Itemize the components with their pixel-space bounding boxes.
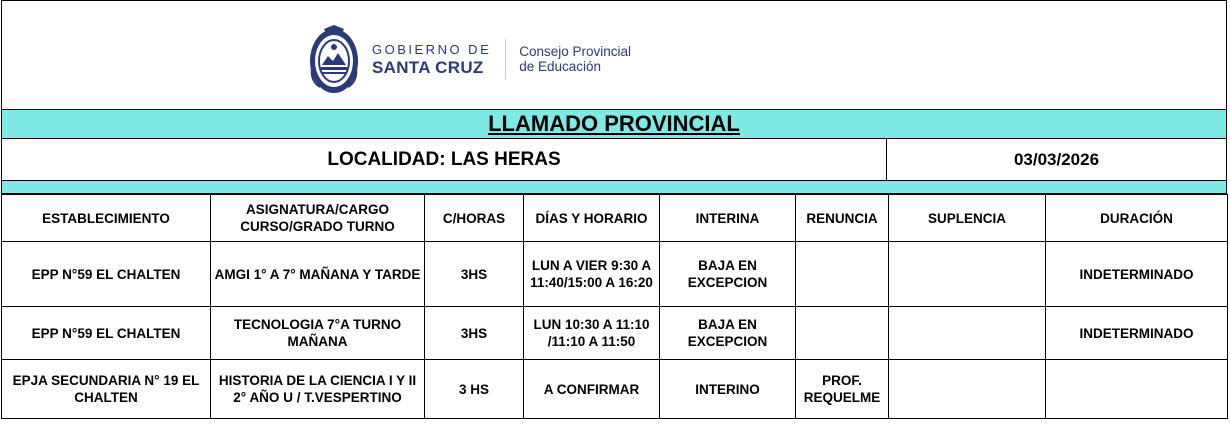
cell-renuncia: PROF. REQUELME — [796, 360, 889, 419]
table-row — [2, 360, 1228, 419]
government-wordmark — [372, 43, 491, 76]
title-band — [1, 109, 1227, 139]
locality-row — [1, 139, 1227, 181]
cell-duracion: INDETERMINADO — [1046, 242, 1228, 307]
cell-suplencia — [889, 242, 1046, 307]
government-logo — [308, 23, 631, 95]
santa-cruz-crest-icon — [308, 23, 360, 95]
table-header-row — [2, 195, 1228, 242]
cell-duracion: INDETERMINADO — [1046, 307, 1228, 360]
cell-horario: A CONFIRMAR — [524, 360, 660, 419]
brand-line-1: GOBIERNO DE — [372, 41, 492, 57]
document-header — [1, 0, 1227, 109]
cell-renuncia — [796, 242, 889, 307]
cell-duracion — [1046, 360, 1228, 419]
table-row — [2, 307, 1228, 360]
cell-horario: LUN 10:30 A 11:10 /11:10 A 11:50 — [524, 307, 660, 360]
column-header: DURACIÓN — [1046, 195, 1228, 242]
council-line-2: de Educación — [519, 59, 602, 74]
vacancy-table — [1, 194, 1228, 419]
cell-asignatura: HISTORIA DE LA CIENCIA I Y II 2° AÑO U / T.VESPERTINO — [211, 360, 425, 419]
column-header: INTERINA — [660, 195, 796, 242]
brand-line-2: SANTA CRUZ — [372, 57, 484, 77]
cell-interina: INTERINO — [660, 360, 796, 419]
cell-horas: 3HS — [425, 307, 524, 360]
cell-asignatura: TECNOLOGIA 7°A TURNO MAÑANA — [211, 307, 425, 360]
column-header: DÍAS Y HORARIO — [524, 195, 660, 242]
cell-establecimiento: EPP N°59 EL CHALTEN — [2, 307, 211, 360]
column-header: ESTABLECIMIENTO — [2, 195, 211, 242]
cell-establecimiento: EPP N°59 EL CHALTEN — [2, 242, 211, 307]
cell-horas: 3 HS — [425, 360, 524, 419]
table-row — [2, 242, 1228, 307]
column-header: RENUNCIA — [796, 195, 889, 242]
document-date: 03/03/2026 — [1013, 150, 1100, 169]
cell-horario: LUN A VIER 9:30 A 11:40/15:00 A 16:20 — [524, 242, 660, 307]
cell-suplencia — [889, 360, 1046, 419]
column-header: ASIGNATURA/CARGO CURSO/GRADO TURNO — [211, 195, 425, 242]
cell-interina: BAJA EN EXCEPCION — [660, 307, 796, 360]
cell-suplencia — [889, 307, 1046, 360]
council-name — [519, 44, 631, 74]
logo-divider — [505, 39, 506, 79]
separator-band — [1, 181, 1227, 194]
council-line-1: Consejo Provincial — [519, 44, 632, 59]
page-title: LLAMADO PROVINCIAL — [488, 111, 740, 136]
cell-horas: 3HS — [425, 242, 524, 307]
locality-label: LOCALIDAD: LAS HERAS — [2, 139, 887, 180]
cell-interina: BAJA EN EXCEPCION — [660, 242, 796, 307]
cell-asignatura: AMGI 1° A 7° MAÑANA Y TARDE — [211, 242, 425, 307]
cell-renuncia — [796, 307, 889, 360]
column-header: C/HORAS — [425, 195, 524, 242]
cell-establecimiento: EPJA SECUNDARIA N° 19 EL CHALTEN — [2, 360, 211, 419]
document-sheet — [1, 0, 1227, 419]
column-header: SUPLENCIA — [889, 195, 1046, 242]
